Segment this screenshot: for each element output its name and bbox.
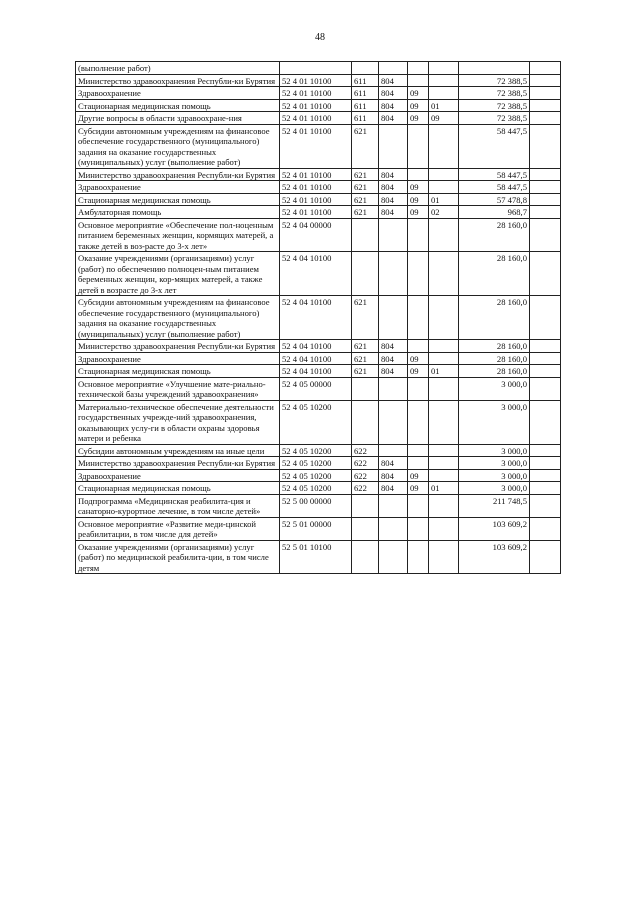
row-code-cell: 52 4 05 10200	[280, 444, 352, 457]
table-row	[76, 540, 561, 574]
row-amount-cell: 28 160,0	[459, 218, 530, 252]
table-row	[76, 482, 561, 495]
row-section-cell	[408, 340, 429, 353]
row-empty-cell	[530, 517, 561, 540]
row-empty-cell	[530, 99, 561, 112]
row-expense-type-cell: 621	[352, 193, 379, 206]
row-ministry-cell	[379, 517, 408, 540]
row-section-cell	[408, 296, 429, 340]
row-name-cell: Здравоохранение	[76, 181, 280, 194]
row-code-cell: 52 4 01 10100	[280, 168, 352, 181]
row-expense-type-cell: 621	[352, 206, 379, 219]
row-expense-type-cell: 621	[352, 352, 379, 365]
table-row	[76, 87, 561, 100]
row-expense-type-cell: 621	[352, 296, 379, 340]
row-ministry-cell	[379, 62, 408, 75]
row-code-cell: 52 4 05 10200	[280, 400, 352, 444]
row-section-cell	[408, 400, 429, 444]
row-expense-type-cell	[352, 218, 379, 252]
row-subsection-cell	[429, 74, 459, 87]
row-amount-cell: 72 388,5	[459, 87, 530, 100]
row-subsection-cell: 01	[429, 365, 459, 378]
row-amount-cell	[459, 62, 530, 75]
row-ministry-cell: 804	[379, 87, 408, 100]
row-amount-cell: 3 000,0	[459, 400, 530, 444]
row-section-cell: 09	[408, 352, 429, 365]
row-subsection-cell	[429, 540, 459, 574]
row-section-cell: 09	[408, 469, 429, 482]
row-empty-cell	[530, 365, 561, 378]
row-section-cell	[408, 457, 429, 470]
row-expense-type-cell: 621	[352, 340, 379, 353]
table-row	[76, 206, 561, 219]
row-ministry-cell: 804	[379, 193, 408, 206]
row-subsection-cell	[429, 218, 459, 252]
row-amount-cell: 28 160,0	[459, 296, 530, 340]
row-name-cell: Субсидии автономным учреждениям на иные цели	[76, 444, 280, 457]
row-expense-type-cell	[352, 517, 379, 540]
table-row	[76, 168, 561, 181]
row-empty-cell	[530, 124, 561, 168]
table-body	[76, 62, 561, 574]
row-name-cell: Стационарная медицинская помощь	[76, 99, 280, 112]
row-code-cell: 52 4 04 10100	[280, 252, 352, 296]
row-name-cell: Стационарная медицинская помощь	[76, 365, 280, 378]
row-expense-type-cell: 621	[352, 181, 379, 194]
row-empty-cell	[530, 252, 561, 296]
row-empty-cell	[530, 296, 561, 340]
row-amount-cell: 58 447,5	[459, 181, 530, 194]
table-row	[76, 193, 561, 206]
row-amount-cell: 28 160,0	[459, 252, 530, 296]
row-ministry-cell	[379, 218, 408, 252]
row-amount-cell: 72 388,5	[459, 74, 530, 87]
row-expense-type-cell: 622	[352, 444, 379, 457]
row-ministry-cell	[379, 494, 408, 517]
row-subsection-cell	[429, 340, 459, 353]
row-subsection-cell	[429, 62, 459, 75]
row-name-cell: Оказание учреждениями (организациями) услуг (работ) по медицинской реабилита-ции, в том числе детям	[76, 540, 280, 574]
table-row	[76, 218, 561, 252]
row-amount-cell: 3 000,0	[459, 444, 530, 457]
row-code-cell: 52 4 01 10100	[280, 74, 352, 87]
row-amount-cell: 72 388,5	[459, 99, 530, 112]
row-name-cell: Министерство здравоохранения Республи-ки Бурятия	[76, 74, 280, 87]
row-expense-type-cell	[352, 400, 379, 444]
row-section-cell	[408, 540, 429, 574]
row-section-cell: 09	[408, 112, 429, 125]
table-row	[76, 469, 561, 482]
row-section-cell: 09	[408, 181, 429, 194]
row-expense-type-cell: 622	[352, 457, 379, 470]
table-row	[76, 377, 561, 400]
row-code-cell: 52 4 01 10100	[280, 193, 352, 206]
row-code-cell: 52 4 01 10100	[280, 181, 352, 194]
budget-table	[75, 61, 561, 574]
row-amount-cell: 58 447,5	[459, 168, 530, 181]
row-subsection-cell	[429, 296, 459, 340]
row-amount-cell: 968,7	[459, 206, 530, 219]
row-empty-cell	[530, 168, 561, 181]
row-ministry-cell	[379, 252, 408, 296]
row-section-cell	[408, 444, 429, 457]
row-subsection-cell	[429, 469, 459, 482]
table-row	[76, 457, 561, 470]
row-amount-cell: 58 447,5	[459, 124, 530, 168]
row-expense-type-cell: 621	[352, 168, 379, 181]
row-code-cell: 52 4 04 10100	[280, 340, 352, 353]
row-ministry-cell: 804	[379, 365, 408, 378]
row-subsection-cell	[429, 494, 459, 517]
row-name-cell: Материально-техническое обеспечение деятельности государственных учрежде-ний здравоохранения, оказывающих услу-ги в области охраны здоровья матери и ребенка	[76, 400, 280, 444]
row-amount-cell: 103 609,2	[459, 517, 530, 540]
row-expense-type-cell	[352, 540, 379, 574]
row-code-cell: 52 5 00 00000	[280, 494, 352, 517]
row-section-cell: 09	[408, 482, 429, 495]
row-code-cell: 52 4 01 10100	[280, 206, 352, 219]
table-row	[76, 124, 561, 168]
row-ministry-cell	[379, 540, 408, 574]
row-empty-cell	[530, 494, 561, 517]
row-expense-type-cell: 622	[352, 482, 379, 495]
row-subsection-cell	[429, 168, 459, 181]
row-subsection-cell	[429, 457, 459, 470]
row-empty-cell	[530, 112, 561, 125]
row-code-cell: 52 4 01 10100	[280, 124, 352, 168]
table-row	[76, 112, 561, 125]
row-amount-cell: 72 388,5	[459, 112, 530, 125]
table-row	[76, 74, 561, 87]
row-subsection-cell	[429, 377, 459, 400]
row-ministry-cell: 804	[379, 469, 408, 482]
row-ministry-cell: 804	[379, 99, 408, 112]
row-name-cell: Стационарная медицинская помощь	[76, 193, 280, 206]
row-subsection-cell	[429, 517, 459, 540]
row-name-cell: Министерство здравоохранения Республи-ки Бурятия	[76, 168, 280, 181]
row-empty-cell	[530, 377, 561, 400]
row-expense-type-cell: 621	[352, 365, 379, 378]
row-expense-type-cell	[352, 377, 379, 400]
table-row	[76, 400, 561, 444]
row-ministry-cell	[379, 444, 408, 457]
row-name-cell: Здравоохранение	[76, 469, 280, 482]
row-ministry-cell: 804	[379, 352, 408, 365]
row-empty-cell	[530, 482, 561, 495]
table-row	[76, 62, 561, 75]
row-subsection-cell: 01	[429, 193, 459, 206]
row-empty-cell	[530, 400, 561, 444]
row-ministry-cell: 804	[379, 168, 408, 181]
row-name-cell: Оказание учреждениями (организациями) услуг (работ) по обеспечению полноцен-ным питанием беременных женщин, кор-мящих матерей, а также детей в возрасте до 3-х лет	[76, 252, 280, 296]
row-code-cell: 52 4 04 00000	[280, 218, 352, 252]
row-code-cell: 52 4 05 10200	[280, 482, 352, 495]
row-section-cell	[408, 494, 429, 517]
row-subsection-cell	[429, 181, 459, 194]
row-empty-cell	[530, 87, 561, 100]
table-row	[76, 517, 561, 540]
row-ministry-cell	[379, 296, 408, 340]
row-expense-type-cell: 621	[352, 124, 379, 168]
row-expense-type-cell: 611	[352, 99, 379, 112]
table-row	[76, 444, 561, 457]
row-amount-cell: 28 160,0	[459, 340, 530, 353]
row-code-cell: 52 4 01 10100	[280, 87, 352, 100]
row-empty-cell	[530, 193, 561, 206]
row-empty-cell	[530, 444, 561, 457]
row-code-cell: 52 4 01 10100	[280, 112, 352, 125]
row-section-cell	[408, 252, 429, 296]
table-row	[76, 352, 561, 365]
row-code-cell: 52 5 01 10100	[280, 540, 352, 574]
row-empty-cell	[530, 469, 561, 482]
row-amount-cell: 211 748,5	[459, 494, 530, 517]
row-name-cell: Амбулаторная помощь	[76, 206, 280, 219]
row-name-cell: Субсидии автономным учреждениям на финансовое обеспечение государственного (муниципального) задания на оказание государственных (муниципальных) услуг (выполнение работ)	[76, 296, 280, 340]
row-name-cell: Основное мероприятие «Обеспечение пол-ноценным питанием беременных женщин, кормящих матерей, а также детей в воз-расте до 3-х лет»	[76, 218, 280, 252]
row-section-cell: 09	[408, 193, 429, 206]
row-empty-cell	[530, 352, 561, 365]
row-empty-cell	[530, 457, 561, 470]
row-subsection-cell	[429, 444, 459, 457]
row-section-cell	[408, 218, 429, 252]
row-code-cell: 52 4 05 10200	[280, 457, 352, 470]
row-name-cell: Основное мероприятие «Улучшение мате-риально-технической базы учреждений здравоохранения»	[76, 377, 280, 400]
row-subsection-cell: 02	[429, 206, 459, 219]
row-expense-type-cell: 611	[352, 87, 379, 100]
row-subsection-cell	[429, 252, 459, 296]
row-section-cell: 09	[408, 99, 429, 112]
row-ministry-cell: 804	[379, 112, 408, 125]
row-ministry-cell: 804	[379, 340, 408, 353]
row-empty-cell	[530, 74, 561, 87]
row-section-cell	[408, 62, 429, 75]
row-subsection-cell: 09	[429, 112, 459, 125]
row-code-cell: 52 4 05 10200	[280, 469, 352, 482]
table-row	[76, 494, 561, 517]
row-name-cell: Здравоохранение	[76, 87, 280, 100]
row-code-cell: 52 5 01 00000	[280, 517, 352, 540]
row-code-cell: 52 4 04 10100	[280, 296, 352, 340]
row-amount-cell: 3 000,0	[459, 457, 530, 470]
table-row	[76, 252, 561, 296]
row-expense-type-cell	[352, 62, 379, 75]
row-section-cell	[408, 377, 429, 400]
row-name-cell: Министерство здравоохранения Республи-ки Бурятия	[76, 340, 280, 353]
table-row	[76, 181, 561, 194]
row-ministry-cell: 804	[379, 457, 408, 470]
row-name-cell: Основное мероприятие «Развитие меди-цинской реабилитации, в том числе для детей»	[76, 517, 280, 540]
row-amount-cell: 103 609,2	[459, 540, 530, 574]
row-code-cell: 52 4 04 10100	[280, 365, 352, 378]
row-code-cell: 52 4 05 00000	[280, 377, 352, 400]
row-code-cell: 52 4 04 10100	[280, 352, 352, 365]
row-amount-cell: 3 000,0	[459, 482, 530, 495]
row-subsection-cell	[429, 87, 459, 100]
row-subsection-cell: 01	[429, 99, 459, 112]
row-expense-type-cell: 611	[352, 74, 379, 87]
row-expense-type-cell	[352, 252, 379, 296]
row-expense-type-cell: 611	[352, 112, 379, 125]
row-name-cell: Здравоохранение	[76, 352, 280, 365]
row-empty-cell	[530, 62, 561, 75]
row-empty-cell	[530, 540, 561, 574]
row-code-cell: 52 4 01 10100	[280, 99, 352, 112]
row-name-cell: Стационарная медицинская помощь	[76, 482, 280, 495]
row-amount-cell: 3 000,0	[459, 377, 530, 400]
row-name-cell: Подпрограмма «Медицинская реабилита-ция и санаторно-курортное лечение, в том числе детей»	[76, 494, 280, 517]
row-amount-cell: 28 160,0	[459, 352, 530, 365]
row-ministry-cell: 804	[379, 181, 408, 194]
row-ministry-cell	[379, 124, 408, 168]
row-section-cell	[408, 517, 429, 540]
row-ministry-cell	[379, 377, 408, 400]
row-name-cell: Другие вопросы в области здравоохране-ния	[76, 112, 280, 125]
row-section-cell	[408, 74, 429, 87]
row-ministry-cell: 804	[379, 74, 408, 87]
row-section-cell	[408, 168, 429, 181]
page-number: 48	[315, 32, 325, 43]
row-section-cell: 09	[408, 87, 429, 100]
row-name-cell: (выполнение работ)	[76, 62, 280, 75]
row-expense-type-cell	[352, 494, 379, 517]
row-amount-cell: 57 478,8	[459, 193, 530, 206]
row-expense-type-cell: 622	[352, 469, 379, 482]
row-empty-cell	[530, 206, 561, 219]
row-section-cell: 09	[408, 365, 429, 378]
row-empty-cell	[530, 218, 561, 252]
table-row	[76, 296, 561, 340]
row-name-cell: Министерство здравоохранения Республи-ки Бурятия	[76, 457, 280, 470]
table-row	[76, 365, 561, 378]
row-amount-cell: 3 000,0	[459, 469, 530, 482]
row-code-cell	[280, 62, 352, 75]
row-empty-cell	[530, 181, 561, 194]
row-empty-cell	[530, 340, 561, 353]
row-section-cell	[408, 124, 429, 168]
row-name-cell: Субсидии автономным учреждениям на финансовое обеспечение государственного (муниципального) задания на оказание государственных (муниципальных) услуг (выполнение работ)	[76, 124, 280, 168]
row-ministry-cell: 804	[379, 482, 408, 495]
row-subsection-cell: 01	[429, 482, 459, 495]
table-row	[76, 99, 561, 112]
row-subsection-cell	[429, 400, 459, 444]
row-ministry-cell	[379, 400, 408, 444]
row-amount-cell: 28 160,0	[459, 365, 530, 378]
row-subsection-cell	[429, 124, 459, 168]
row-section-cell: 09	[408, 206, 429, 219]
row-ministry-cell: 804	[379, 206, 408, 219]
row-subsection-cell	[429, 352, 459, 365]
table-row	[76, 340, 561, 353]
